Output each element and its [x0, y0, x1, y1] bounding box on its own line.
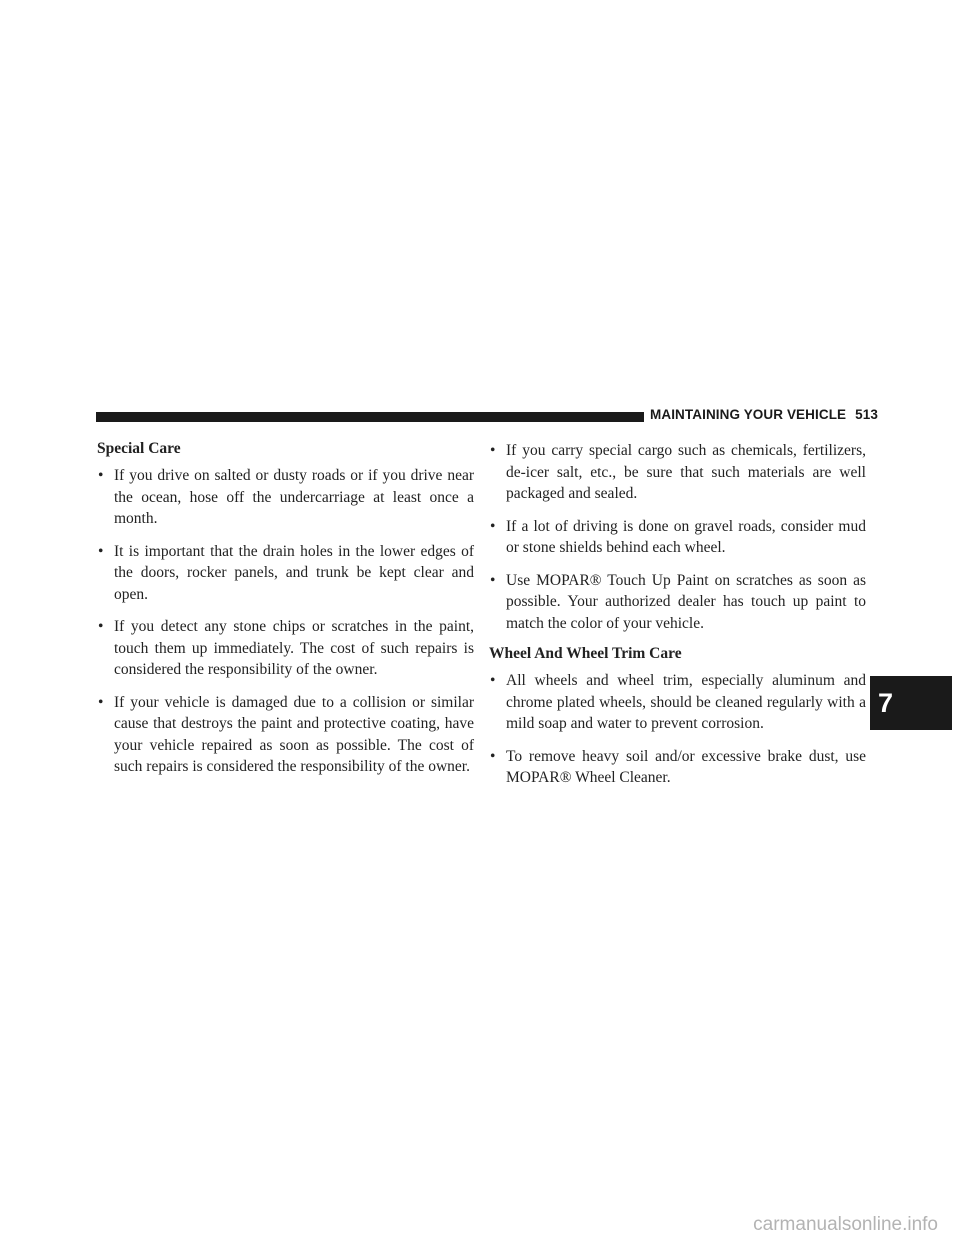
bullet-icon: • — [490, 442, 496, 459]
bullet-icon: • — [98, 693, 104, 711]
bullet-icon: • — [490, 672, 496, 689]
list-item-text: If your vehicle is damaged due to a collision or similar cause that destroys the paint and protective coating, have your vehicle repaired as soon as possible. The cost of such repairs is considered the responsibility of the owner. — [114, 693, 474, 775]
list-item — [97, 465, 474, 530]
bullet-icon: • — [98, 467, 104, 484]
watermark: carmanualsonline.info — [753, 1214, 938, 1235]
list-item — [97, 692, 474, 778]
list-item-text: If you detect any stone chips or scratches in the paint, touch them up immediately. The cost of such repairs is considered the responsibility of the owner. — [114, 618, 474, 678]
chapter-tab: 7 — [870, 676, 952, 730]
list-item — [97, 541, 474, 606]
running-header — [650, 407, 878, 422]
special-care-heading: Special Care — [97, 440, 181, 457]
right-column — [489, 440, 866, 800]
left-column — [97, 440, 474, 789]
list-item-text: Use MOPAR® Touch Up Paint on scratches as soon as possible. Your authorized dealer has touch up paint to match the color of your vehicle. — [506, 571, 866, 632]
wheel-care-list — [489, 670, 866, 789]
list-item-text: To remove heavy soil and/or excessive brake dust, use MOPAR® Wheel Cleaner. — [506, 747, 866, 786]
list-item — [489, 570, 866, 635]
bullet-icon: • — [98, 618, 104, 635]
list-item-text: If a lot of driving is done on gravel roads, consider mud or stone shields behind each wheel. — [506, 517, 866, 556]
list-item-text: If you drive on salted or dusty roads or if you drive near the ocean, hose off the undercarriage at least once a month. — [114, 467, 474, 527]
list-item — [489, 440, 866, 505]
bullet-icon: • — [490, 517, 496, 535]
bullet-icon: • — [490, 747, 496, 765]
header-section-title: MAINTAINING YOUR VEHICLE — [650, 407, 847, 422]
bullet-icon: • — [98, 542, 104, 560]
bullet-icon: • — [490, 571, 496, 589]
list-item — [97, 616, 474, 681]
list-item-text: All wheels and wheel trim, especially aluminum and chrome plated wheels, should be cleaned regularly with a mild soap and water to prevent corrosion. — [506, 672, 866, 732]
list-item — [489, 670, 866, 735]
list-item-text: If you carry special cargo such as chemicals, fertilizers, de-icer salt, etc., be sure that such materials are well packaged and sealed. — [506, 442, 866, 502]
list-item — [489, 516, 866, 559]
special-care-list — [97, 465, 474, 778]
page-number: 513 — [855, 407, 878, 422]
list-item — [489, 746, 866, 789]
header-rule — [96, 412, 644, 422]
special-care-list-continued — [489, 440, 866, 634]
wheel-care-heading: Wheel And Wheel Trim Care — [489, 645, 682, 662]
list-item-text: It is important that the drain holes in the lower edges of the doors, rocker panels, and trunk be kept clear and open. — [114, 542, 474, 603]
